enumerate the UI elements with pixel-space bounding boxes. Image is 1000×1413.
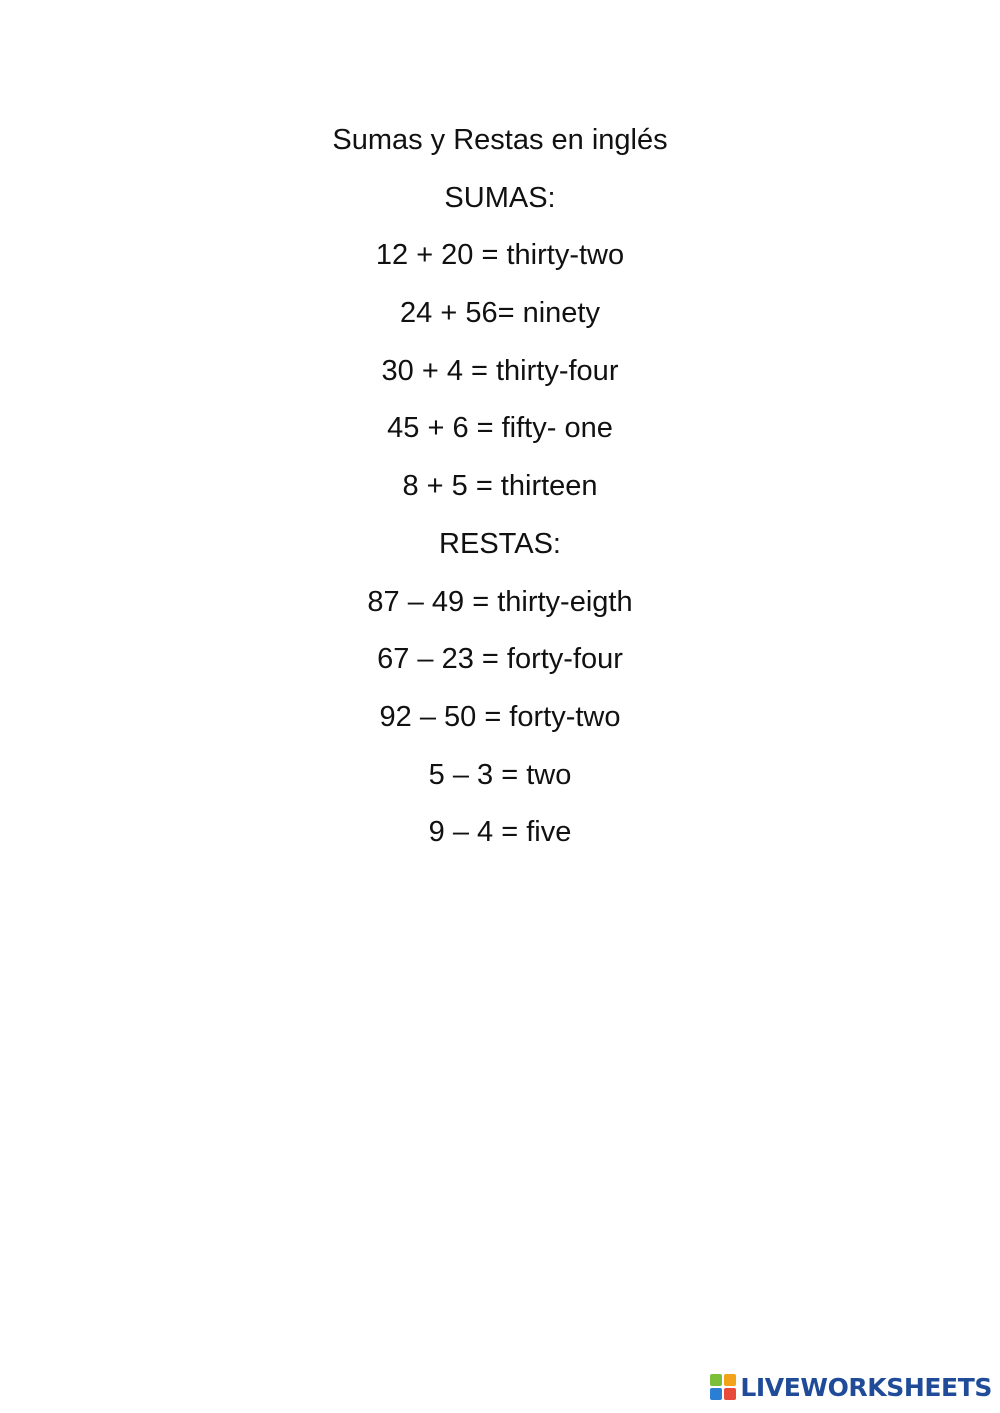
section-heading-restas: RESTAS: xyxy=(439,527,561,560)
liveworksheets-logo-icon xyxy=(710,1374,736,1400)
subtraction-item-5: 9 – 4 = five xyxy=(428,816,572,849)
section-heading-sumas: SUMAS: xyxy=(444,181,556,214)
sum-item-5: 8 + 5 = thirteen xyxy=(402,470,598,503)
logo-square-orange xyxy=(724,1374,736,1386)
subtraction-item-4: 5 – 3 = two xyxy=(428,758,572,791)
subtraction-item-1: 87 – 49 = thirty-eigth xyxy=(367,585,633,618)
liveworksheets-logo xyxy=(710,1369,992,1405)
logo-square-blue xyxy=(710,1388,722,1400)
subtraction-item-3: 92 – 50 = forty-two xyxy=(379,700,621,733)
sum-item-4: 45 + 6 = fifty- one xyxy=(387,412,613,445)
logo-square-red xyxy=(724,1388,736,1400)
subtraction-item-2: 67 – 23 = forty-four xyxy=(377,643,623,676)
worksheet-content xyxy=(0,117,1000,867)
sum-item-1: 12 + 20 = thirty-two xyxy=(375,239,625,272)
sum-item-3: 30 + 4 = thirty-four xyxy=(381,354,619,387)
liveworksheets-logo-text: LIVEWORKSHEETS xyxy=(740,1372,992,1402)
logo-square-green xyxy=(710,1374,722,1386)
worksheet-title: Sumas y Restas en inglés xyxy=(332,124,668,156)
sum-item-2: 24 + 56= ninety xyxy=(400,297,600,330)
